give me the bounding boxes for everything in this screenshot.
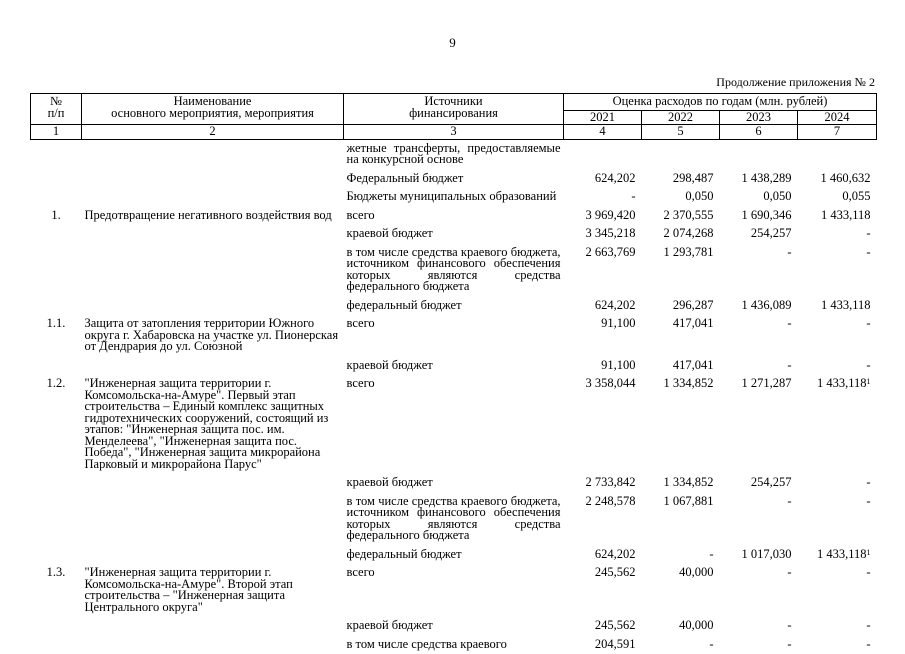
row-value [564, 493, 642, 546]
row-value-text: - [787, 618, 791, 632]
row-name-text: "Инженерная защита территории г. Комсомольска-на-Амуре". Первый этап строительства – Единый комплекс защитных гидротехнических сооружений, состоящий из этапов: "Инженерная защита пос. им. Менделеева", "Инженерная защита пос. Победа", "Инженерная защита микрорайона Парковый и микрорайона Парус" [85, 376, 329, 471]
row-value-text: - [787, 245, 791, 259]
row-value [720, 493, 798, 546]
row-source-text: краевой бюджет [347, 358, 433, 372]
header-index: 4 [564, 125, 642, 140]
footnote-mark: 1 [867, 377, 871, 386]
row-value-text: 2 248,578 [586, 494, 636, 508]
row-value-text: 91,100 [601, 316, 635, 330]
row-value-text: - [866, 494, 870, 508]
row-value [642, 546, 720, 565]
row-number [31, 375, 82, 474]
row-value [642, 297, 720, 316]
row-value-text: 1 334,852 [664, 475, 714, 489]
row-source [344, 139, 564, 170]
row-value [720, 564, 798, 617]
row-source-text: Федеральный бюджет [347, 171, 464, 185]
row-source [344, 170, 564, 189]
table-row [31, 244, 877, 297]
row-value [564, 564, 642, 617]
table-row [31, 474, 877, 493]
row-value-text: 245,562 [595, 565, 636, 579]
row-number [31, 493, 82, 546]
row-source-text: всего [347, 316, 375, 330]
row-name [82, 357, 344, 376]
row-value [798, 225, 877, 244]
row-value [720, 357, 798, 376]
row-value-text: - [866, 316, 870, 330]
row-value [564, 617, 642, 636]
row-name [82, 225, 344, 244]
row-source-text: всего [347, 208, 375, 222]
row-name-text: Предотвращение негативного воздействия вод [85, 208, 332, 222]
row-name-text: "Инженерная защита территории г. Комсомольска-на-Амуре". Второй этап строительства – "Инженерная защита Центрального округа" [85, 565, 293, 614]
row-source-text: жетные трансферты, предоставляемые на конкурсной основе [347, 141, 561, 167]
row-value-text: 1 438,289 [742, 171, 792, 185]
row-value [798, 375, 877, 474]
row-source-text: в том числе средства краевого бюджета, источником финансового обеспечения которых являются средства федерального бюджета [347, 494, 561, 543]
row-name [82, 170, 344, 189]
row-value [642, 139, 720, 170]
row-source [344, 315, 564, 357]
row-value [798, 170, 877, 189]
row-value-text: - [787, 316, 791, 330]
row-value [642, 375, 720, 474]
table-row [31, 188, 877, 207]
row-value [564, 315, 642, 357]
table-body [31, 139, 877, 654]
row-value-text: - [866, 226, 870, 240]
row-number [31, 139, 82, 170]
table-row [31, 225, 877, 244]
row-value [642, 244, 720, 297]
row-number-text: 1.1. [47, 316, 66, 330]
row-value-text: 3 345,218 [586, 226, 636, 240]
row-value [798, 139, 877, 170]
row-value-text: 40,000 [679, 565, 713, 579]
row-number [31, 546, 82, 565]
row-source [344, 357, 564, 376]
row-value-text: 417,041 [673, 358, 714, 372]
row-source [344, 188, 564, 207]
row-value [564, 297, 642, 316]
row-value [798, 244, 877, 297]
header-year: 2021 [564, 110, 642, 125]
row-value-text: 1 433,118 [821, 298, 871, 312]
row-source [344, 564, 564, 617]
row-value-text: - [709, 547, 713, 561]
row-value [798, 546, 877, 565]
header-year: 2022 [642, 110, 720, 125]
row-value-text: - [709, 637, 713, 651]
row-value-text: - [631, 189, 635, 203]
row-value-text: 254,257 [751, 475, 792, 489]
row-value [642, 357, 720, 376]
row-value-text: - [866, 475, 870, 489]
row-number [31, 474, 82, 493]
row-value [642, 170, 720, 189]
row-value-text: - [787, 358, 791, 372]
row-source-text: краевой бюджет [347, 475, 433, 489]
row-number [31, 170, 82, 189]
row-value [720, 139, 798, 170]
row-value-text: 40,000 [679, 618, 713, 632]
row-value [642, 617, 720, 636]
row-value-text: 1 067,881 [664, 494, 714, 508]
row-source-text: краевой бюджет [347, 618, 433, 632]
row-value [798, 188, 877, 207]
row-name [82, 493, 344, 546]
row-number-text: 1.2. [47, 376, 66, 390]
row-number [31, 297, 82, 316]
row-number-text: 1. [51, 208, 60, 222]
table-row [31, 297, 877, 316]
row-value [798, 564, 877, 617]
row-value [564, 546, 642, 565]
row-value-text: 1 433,118 [817, 376, 867, 390]
row-source [344, 493, 564, 546]
table-row [31, 139, 877, 170]
row-number [31, 315, 82, 357]
row-name [82, 474, 344, 493]
header-name: Наименование основного мероприятия, мероприятия [82, 94, 344, 125]
row-source [344, 474, 564, 493]
row-name [82, 315, 344, 357]
row-value-text: 624,202 [595, 171, 636, 185]
header-estimate: Оценка расходов по годам (млн. рублей) [564, 94, 877, 111]
row-number-text: 1.3. [47, 565, 66, 579]
header-year: 2023 [720, 110, 798, 125]
row-value [642, 225, 720, 244]
row-name [82, 244, 344, 297]
row-source [344, 297, 564, 316]
footnote-mark: 1 [867, 548, 871, 557]
row-value [564, 375, 642, 474]
row-number [31, 617, 82, 636]
row-value-text: - [787, 565, 791, 579]
table-row [31, 170, 877, 189]
row-value [720, 315, 798, 357]
row-number [31, 244, 82, 297]
row-source [344, 244, 564, 297]
row-number [31, 636, 82, 654]
row-value-text: 1 690,346 [742, 208, 792, 222]
table-row [31, 636, 877, 654]
row-value-text: 3 969,420 [586, 208, 636, 222]
row-value [642, 315, 720, 357]
row-value [564, 170, 642, 189]
header-index: 1 [31, 125, 82, 140]
row-source-text: федеральный бюджет [347, 547, 462, 561]
row-value-text: 2 663,769 [586, 245, 636, 259]
row-value [798, 207, 877, 226]
row-name [82, 207, 344, 226]
row-source [344, 207, 564, 226]
row-value [720, 474, 798, 493]
row-value [564, 244, 642, 297]
row-value-text: 245,562 [595, 618, 636, 632]
row-value [564, 474, 642, 493]
row-source-text: краевой бюджет [347, 226, 433, 240]
row-value [720, 170, 798, 189]
header-source: Источники финансирования [344, 94, 564, 125]
row-value-text: 254,257 [751, 226, 792, 240]
row-value [564, 139, 642, 170]
row-value [564, 207, 642, 226]
row-name [82, 375, 344, 474]
row-value-text: 3 358,044 [586, 376, 636, 390]
row-value [642, 188, 720, 207]
row-source-text: в том числе средства краевого [347, 637, 507, 651]
row-value [720, 375, 798, 474]
row-source [344, 617, 564, 636]
row-value-text: 0,050 [763, 189, 791, 203]
header-index: 6 [720, 125, 798, 140]
expenses-table [30, 93, 876, 654]
row-value-text: 2 733,842 [586, 475, 636, 489]
row-number [31, 188, 82, 207]
row-value-text: 1 436,089 [742, 298, 792, 312]
table-row [31, 564, 877, 617]
row-value [720, 546, 798, 565]
row-name [82, 188, 344, 207]
row-value-text: 91,100 [601, 358, 635, 372]
table-row [31, 357, 877, 376]
header-index: 2 [82, 125, 344, 140]
row-number [31, 207, 82, 226]
row-value-text: 624,202 [595, 298, 636, 312]
row-value [720, 617, 798, 636]
row-value-text: 1 433,118 [821, 208, 871, 222]
row-source [344, 375, 564, 474]
row-value [720, 207, 798, 226]
row-source-text: всего [347, 376, 375, 390]
row-source-text: Бюджеты муниципальных образований [347, 189, 557, 203]
row-number [31, 357, 82, 376]
row-value [798, 297, 877, 316]
row-source [344, 225, 564, 244]
table-row [31, 375, 877, 474]
row-value [720, 188, 798, 207]
row-value [720, 244, 798, 297]
table-header [31, 94, 877, 140]
row-value-text: - [866, 358, 870, 372]
row-value [798, 357, 877, 376]
row-value-text: - [866, 245, 870, 259]
row-value-text: 624,202 [595, 547, 636, 561]
header-no: № п/п [31, 94, 82, 125]
row-value-text: 1 433,118 [817, 547, 867, 561]
row-value-text: 204,591 [595, 637, 636, 651]
row-value [720, 297, 798, 316]
row-value-text: 1 460,632 [821, 171, 871, 185]
header-year: 2024 [798, 110, 877, 125]
row-name [82, 139, 344, 170]
row-source [344, 636, 564, 654]
row-value [642, 564, 720, 617]
row-value [564, 357, 642, 376]
row-source-text: всего [347, 565, 375, 579]
table-row [31, 617, 877, 636]
table-row [31, 493, 877, 546]
row-value [720, 636, 798, 654]
row-source [344, 546, 564, 565]
row-value [798, 493, 877, 546]
header-index: 3 [344, 125, 564, 140]
row-value [564, 225, 642, 244]
row-value [720, 225, 798, 244]
row-source-text: федеральный бюджет [347, 298, 462, 312]
header-index: 5 [642, 125, 720, 140]
row-number [31, 225, 82, 244]
row-value [642, 493, 720, 546]
row-value [798, 617, 877, 636]
row-value [798, 474, 877, 493]
row-value-text: 2 074,268 [664, 226, 714, 240]
row-value-text: 1 017,030 [742, 547, 792, 561]
row-value-text: 0,055 [842, 189, 870, 203]
row-value-text: - [787, 637, 791, 651]
header-index: 7 [798, 125, 877, 140]
row-name [82, 617, 344, 636]
row-name [82, 636, 344, 654]
row-value [798, 636, 877, 654]
table-row [31, 546, 877, 565]
row-value [564, 188, 642, 207]
row-name-text: Защита от затопления территории Южного округа г. Хабаровска на участке ул. Пионерская от Дендрария до ул. Союзной [85, 316, 339, 353]
row-value-text: 417,041 [673, 316, 714, 330]
row-value-text: 298,487 [673, 171, 714, 185]
row-value-text: - [787, 494, 791, 508]
row-value-text: 1 293,781 [664, 245, 714, 259]
row-value-text: 1 271,287 [742, 376, 792, 390]
row-name [82, 297, 344, 316]
row-value [798, 315, 877, 357]
row-name [82, 546, 344, 565]
row-source-text: в том числе средства краевого бюджета, источником финансового обеспечения которых являются средства федерального бюджета [347, 245, 561, 294]
row-value-text: 2 370,555 [664, 208, 714, 222]
page-number: 9 [0, 35, 905, 51]
row-value-text: - [866, 637, 870, 651]
row-name [82, 564, 344, 617]
row-value-text: 1 334,852 [664, 376, 714, 390]
row-value-text: 296,287 [673, 298, 714, 312]
row-value-text: - [866, 618, 870, 632]
table-row [31, 315, 877, 357]
row-value [642, 636, 720, 654]
row-value-text: - [866, 565, 870, 579]
row-value [642, 207, 720, 226]
row-value [564, 636, 642, 654]
table-row [31, 207, 877, 226]
row-value [642, 474, 720, 493]
row-number [31, 564, 82, 617]
continuation-note: Продолжение приложения № 2 [716, 75, 875, 90]
row-value-text: 0,050 [685, 189, 713, 203]
